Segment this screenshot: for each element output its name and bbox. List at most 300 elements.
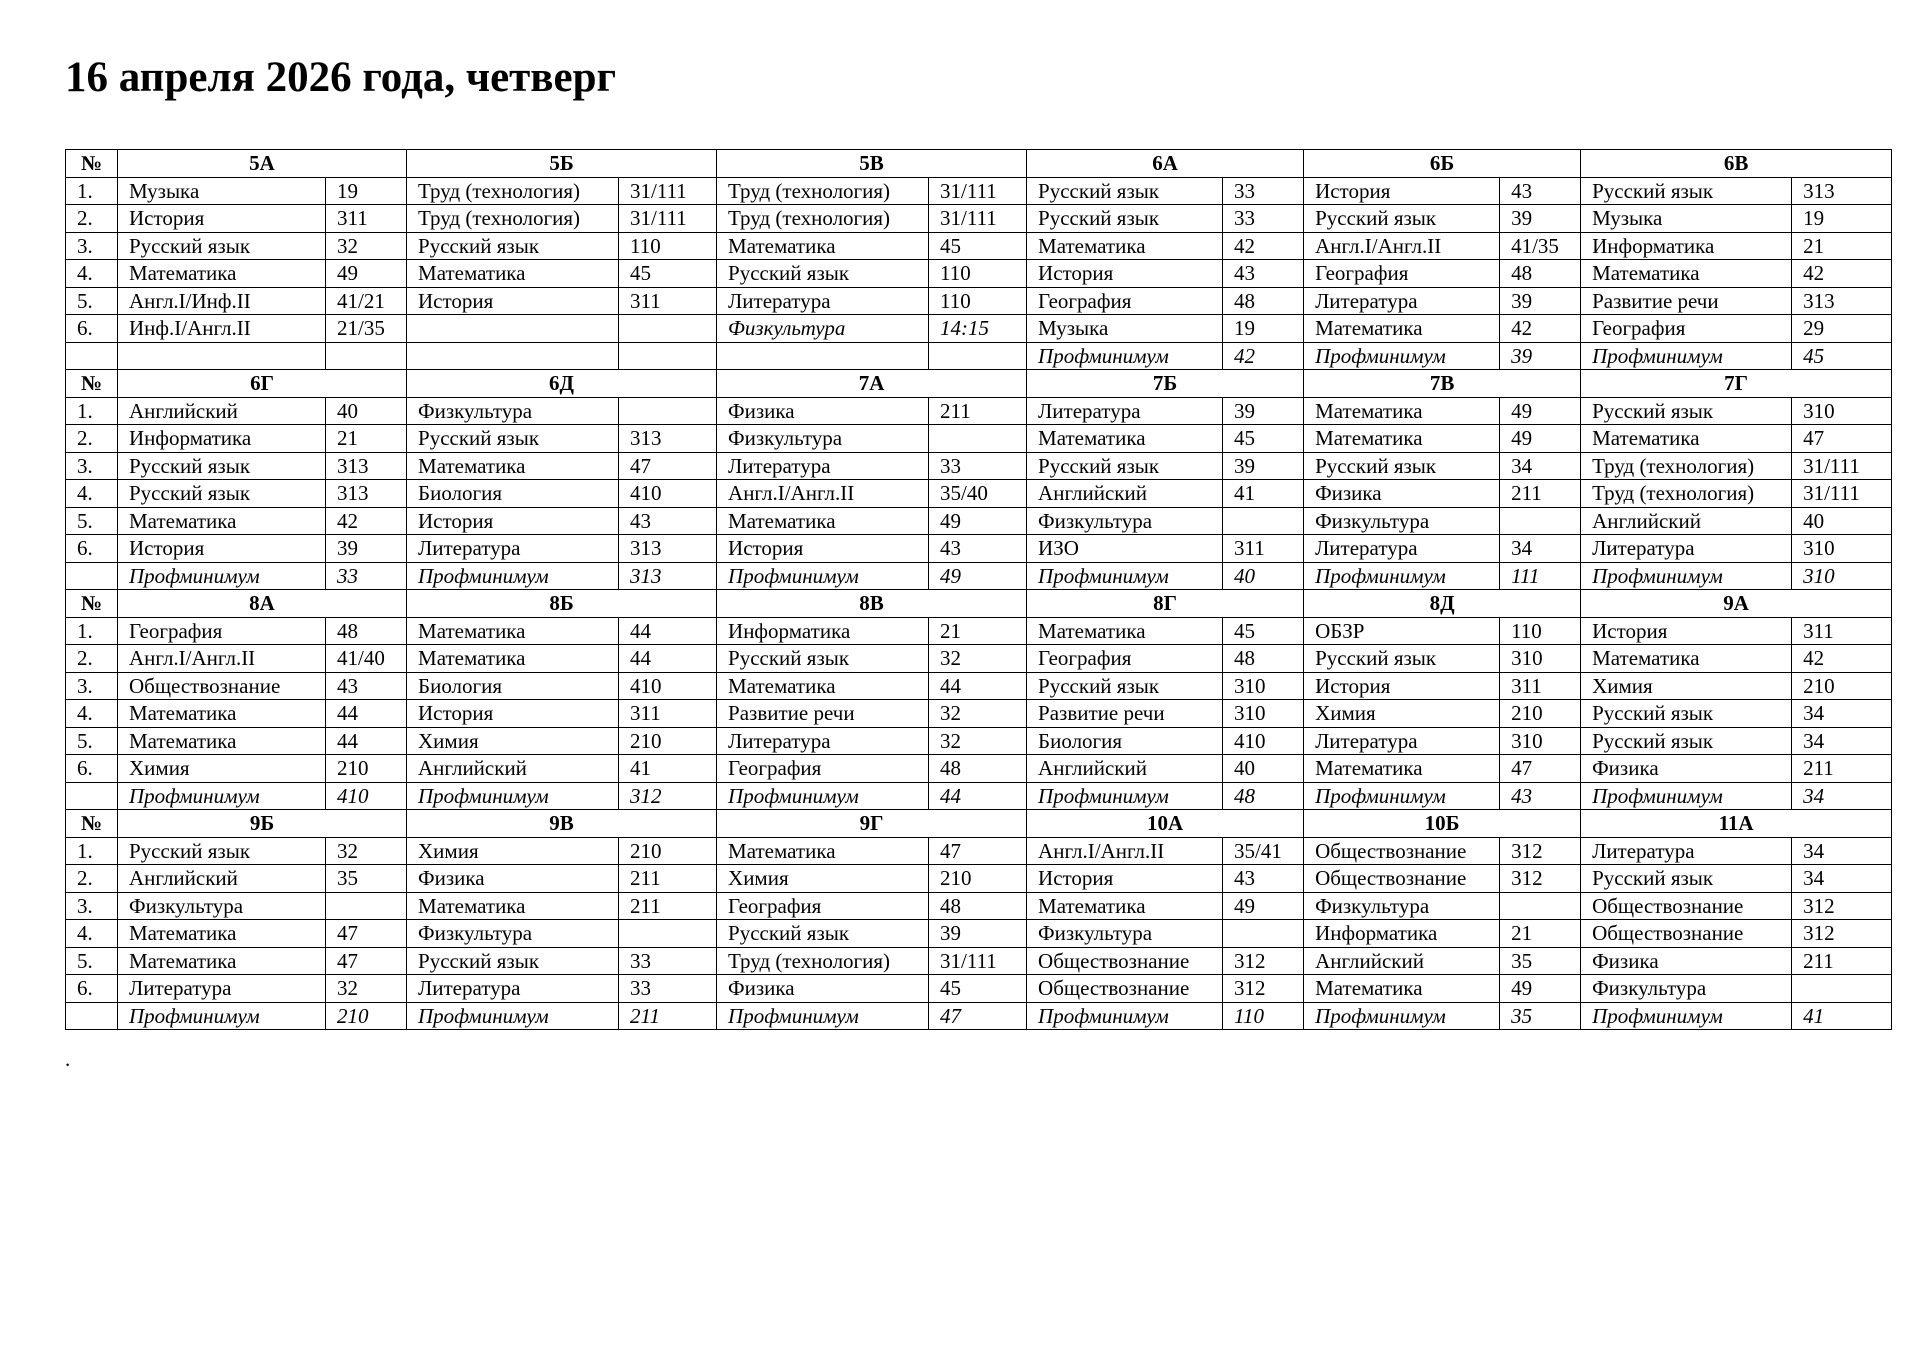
room-cell: 211 [619,892,717,920]
room-cell: 311 [1500,672,1581,700]
lesson-row [66,975,1892,1003]
room-cell: 43 [1223,260,1304,288]
room-cell: 41 [1223,480,1304,508]
room-cell: 47 [929,837,1027,865]
room-cell: 48 [326,617,407,645]
room-cell [619,397,717,425]
subject-cell: Химия [407,837,619,865]
subject-cell: Музыка [118,177,326,205]
room-cell: 49 [1500,975,1581,1003]
room-cell: 49 [326,260,407,288]
subject-cell: Обществознание [118,672,326,700]
subject-cell: Русский язык [118,837,326,865]
subject-cell: Профминимум [407,782,619,810]
subject-cell: Обществознание [1027,947,1223,975]
class-name-header: 6Б [1304,150,1581,178]
subject-cell: Труд (технология) [717,205,929,233]
room-cell: 40 [1223,562,1304,590]
subject-cell: Профминимум [1027,1002,1223,1030]
room-cell: 311 [619,287,717,315]
room-cell: 313 [1792,177,1892,205]
subject-cell: Русский язык [1581,177,1792,205]
subject-cell: Физика [1581,755,1792,783]
lesson-number-header: № [66,150,118,178]
room-cell: 41 [1792,1002,1892,1030]
lesson-row [66,205,1892,233]
subject-cell: Математика [118,920,326,948]
room-cell: 313 [619,535,717,563]
subject-cell: География [717,755,929,783]
subject-cell: Русский язык [118,480,326,508]
subject-cell: Литература [717,287,929,315]
lesson-number: 5. [66,507,118,535]
subject-cell: Математика [407,617,619,645]
subject-cell: Биология [407,480,619,508]
lesson-row [66,287,1892,315]
lesson-number: 3. [66,672,118,700]
lesson-number: 6. [66,535,118,563]
subject-cell: Математика [1581,425,1792,453]
subject-cell: Литература [717,727,929,755]
class-name-header: 5В [717,150,1027,178]
subject-cell: Русский язык [1027,452,1223,480]
subject-cell: Биология [1027,727,1223,755]
subject-cell: ОБЗР [1304,617,1500,645]
room-cell: 43 [619,507,717,535]
subject-cell: Профминимум [118,782,326,810]
room-cell: 21 [929,617,1027,645]
class-name-header: 8А [118,590,407,618]
lesson-number [66,342,118,370]
subject-cell: Английский [118,865,326,893]
class-name-header: 9А [1581,590,1892,618]
room-cell: 35/40 [929,480,1027,508]
subject-cell: Профминимум [1027,342,1223,370]
room-cell: 42 [1792,645,1892,673]
room-cell: 210 [619,837,717,865]
room-cell: 31/111 [1792,480,1892,508]
room-cell: 44 [929,782,1027,810]
subject-cell: Обществознание [1304,865,1500,893]
subject-cell: Обществознание [1581,920,1792,948]
room-cell: 44 [619,617,717,645]
subject-cell: Литература [717,452,929,480]
room-cell [1792,975,1892,1003]
room-cell: 312 [1792,920,1892,948]
subject-cell: Труд (технология) [1581,452,1792,480]
subject-cell: Англ.I/Англ.II [717,480,929,508]
lesson-row [66,342,1892,370]
room-cell [326,342,407,370]
room-cell [929,425,1027,453]
room-cell: 313 [326,452,407,480]
lesson-number: 3. [66,452,118,480]
subject-cell: Русский язык [1581,700,1792,728]
room-cell: 410 [619,672,717,700]
lesson-number: 2. [66,205,118,233]
subject-cell: Русский язык [1304,205,1500,233]
class-name-header: 8В [717,590,1027,618]
lesson-number: 5. [66,947,118,975]
lesson-number: 4. [66,260,118,288]
room-cell [619,315,717,343]
subject-cell: Физика [717,975,929,1003]
room-cell: 310 [1792,562,1892,590]
subject-cell: Русский язык [717,645,929,673]
subject-cell: География [118,617,326,645]
room-cell: 33 [1223,177,1304,205]
room-cell: 110 [1223,1002,1304,1030]
room-cell: 32 [929,645,1027,673]
room-cell: 21/35 [326,315,407,343]
subject-cell: Профминимум [1027,782,1223,810]
class-name-header: 11А [1581,810,1892,838]
subject-cell: Англ.I/Инф.II [118,287,326,315]
room-cell: 32 [326,232,407,260]
subject-cell: Информатика [118,425,326,453]
subject-cell: Труд (технология) [407,205,619,233]
subject-cell: Литература [407,535,619,563]
room-cell: 34 [1792,700,1892,728]
subject-cell: Математика [118,727,326,755]
subject-cell: Английский [1304,947,1500,975]
room-cell [619,342,717,370]
room-cell: 211 [619,1002,717,1030]
lesson-row [66,480,1892,508]
class-name-header: 7А [717,370,1027,398]
lesson-row [66,452,1892,480]
room-cell: 43 [326,672,407,700]
room-cell: 31/111 [929,205,1027,233]
class-name-header: 8Г [1027,590,1304,618]
room-cell: 35 [326,865,407,893]
lesson-number: 1. [66,177,118,205]
room-cell: 310 [1792,535,1892,563]
room-cell: 43 [1223,865,1304,893]
subject-cell: Информатика [1581,232,1792,260]
room-cell: 42 [1223,342,1304,370]
subject-cell: Профминимум [118,562,326,590]
subject-cell: География [1581,315,1792,343]
room-cell: 48 [1223,645,1304,673]
subject-cell: Музыка [1581,205,1792,233]
subject-cell: Математика [717,672,929,700]
room-cell: 47 [619,452,717,480]
subject-cell: Информатика [717,617,929,645]
lesson-number: 1. [66,397,118,425]
room-cell: 34 [1792,782,1892,810]
room-cell: 313 [619,425,717,453]
subject-cell: Обществознание [1581,892,1792,920]
subject-cell: Литература [1304,535,1500,563]
lesson-row [66,947,1892,975]
class-header-row [66,370,1892,398]
room-cell: 47 [1500,755,1581,783]
subject-cell: Развитие речи [1027,700,1223,728]
room-cell: 34 [1792,727,1892,755]
subject-cell: Профминимум [407,562,619,590]
room-cell: 45 [1792,342,1892,370]
subject-cell: География [1027,645,1223,673]
subject-cell: Физкультура [1304,507,1500,535]
subject-cell: Химия [717,865,929,893]
subject-cell: История [1304,672,1500,700]
room-cell: 19 [1792,205,1892,233]
subject-cell: Русский язык [1304,452,1500,480]
lesson-number-header: № [66,810,118,838]
room-cell: 48 [1223,287,1304,315]
subject-cell: Профминимум [1027,562,1223,590]
room-cell: 313 [326,480,407,508]
subject-cell: Русский язык [118,452,326,480]
lesson-row [66,397,1892,425]
subject-cell: История [717,535,929,563]
lesson-number: 6. [66,755,118,783]
lesson-row [66,782,1892,810]
room-cell: 21 [1500,920,1581,948]
room-cell: 311 [619,700,717,728]
class-name-header: 10А [1027,810,1304,838]
lesson-number: 4. [66,480,118,508]
subject-cell: Химия [118,755,326,783]
room-cell: 35/41 [1223,837,1304,865]
lesson-row [66,700,1892,728]
room-cell: 47 [929,1002,1027,1030]
lesson-row [66,920,1892,948]
room-cell [1500,892,1581,920]
room-cell: 39 [1223,452,1304,480]
room-cell: 40 [1223,755,1304,783]
lesson-number [66,562,118,590]
subject-cell: Русский язык [407,232,619,260]
room-cell: 34 [1792,865,1892,893]
room-cell: 211 [1792,755,1892,783]
class-name-header: 6В [1581,150,1892,178]
room-cell: 39 [1500,342,1581,370]
room-cell: 210 [1500,700,1581,728]
subject-cell [717,342,929,370]
subject-cell: Русский язык [717,260,929,288]
class-name-header: 9Б [118,810,407,838]
room-cell: 211 [1500,480,1581,508]
room-cell: 312 [1500,865,1581,893]
room-cell: 312 [1223,975,1304,1003]
subject-cell: Профминимум [1581,1002,1792,1030]
class-name-header: 7Г [1581,370,1892,398]
subject-cell: Физкультура [717,315,929,343]
lesson-number: 3. [66,232,118,260]
subject-cell: Литература [1581,837,1792,865]
lesson-number: 6. [66,315,118,343]
room-cell: 47 [326,920,407,948]
subject-cell: Математика [717,232,929,260]
subject-cell: Математика [1304,755,1500,783]
subject-cell: Музыка [1027,315,1223,343]
subject-cell: Русский язык [118,232,326,260]
subject-cell [407,315,619,343]
subject-cell: Труд (технология) [717,947,929,975]
subject-cell: Профминимум [118,1002,326,1030]
lesson-number: 2. [66,645,118,673]
subject-cell: Математика [1027,425,1223,453]
room-cell: 44 [326,727,407,755]
room-cell: 47 [326,947,407,975]
class-name-header: 9В [407,810,717,838]
subject-cell: Химия [1581,672,1792,700]
subject-cell: Профминимум [1304,562,1500,590]
subject-cell: География [1304,260,1500,288]
subject-cell: Труд (технология) [1581,480,1792,508]
room-cell: 34 [1500,452,1581,480]
room-cell: 313 [619,562,717,590]
room-cell: 41/21 [326,287,407,315]
subject-cell: Профминимум [1581,782,1792,810]
class-name-header: 5Б [407,150,717,178]
room-cell: 33 [929,452,1027,480]
subject-cell: Математика [1027,892,1223,920]
lesson-number [66,1002,118,1030]
lesson-row [66,425,1892,453]
lesson-row [66,562,1892,590]
room-cell: 310 [1223,672,1304,700]
subject-cell: Русский язык [407,947,619,975]
subject-cell: История [118,535,326,563]
room-cell [929,342,1027,370]
class-name-header: 8Д [1304,590,1581,618]
room-cell: 44 [326,700,407,728]
subject-cell: Английский [1027,755,1223,783]
subject-cell: Математика [407,260,619,288]
room-cell: 39 [1223,397,1304,425]
subject-cell: Русский язык [1027,672,1223,700]
subject-cell: Развитие речи [1581,287,1792,315]
room-cell: 43 [1500,782,1581,810]
lesson-row [66,645,1892,673]
room-cell: 19 [326,177,407,205]
room-cell: 311 [1792,617,1892,645]
subject-cell: История [407,507,619,535]
room-cell: 43 [929,535,1027,563]
lesson-row [66,1002,1892,1030]
lesson-number: 1. [66,617,118,645]
subject-cell: История [1304,177,1500,205]
room-cell: 39 [1500,205,1581,233]
room-cell: 210 [619,727,717,755]
subject-cell: Русский язык [1027,205,1223,233]
lesson-row [66,232,1892,260]
schedule-table [65,149,1892,1030]
lesson-row [66,535,1892,563]
room-cell: 33 [619,947,717,975]
class-name-header: 6Д [407,370,717,398]
subject-cell: Профминимум [1304,342,1500,370]
room-cell: 410 [1223,727,1304,755]
room-cell: 33 [619,975,717,1003]
subject-cell: Физкультура [717,425,929,453]
room-cell: 39 [929,920,1027,948]
room-cell: 110 [1500,617,1581,645]
room-cell: 210 [326,1002,407,1030]
subject-cell: Инф.I/Англ.II [118,315,326,343]
class-name-header: 5А [118,150,407,178]
room-cell: 42 [1792,260,1892,288]
room-cell: 41 [619,755,717,783]
room-cell: 45 [929,975,1027,1003]
room-cell: 47 [1792,425,1892,453]
subject-cell: Русский язык [407,425,619,453]
subject-cell: Математика [118,947,326,975]
subject-cell: История [1027,260,1223,288]
subject-cell: Англ.I/Англ.II [1304,232,1500,260]
room-cell: 312 [1792,892,1892,920]
subject-cell: Математика [1304,975,1500,1003]
room-cell: 34 [1792,837,1892,865]
subject-cell: Профминимум [407,1002,619,1030]
lesson-row [66,865,1892,893]
room-cell: 211 [619,865,717,893]
subject-cell: История [118,205,326,233]
subject-cell: География [717,892,929,920]
subject-cell: Русский язык [1581,727,1792,755]
subject-cell: Литература [1027,397,1223,425]
class-name-header: 7В [1304,370,1581,398]
subject-cell: Русский язык [717,920,929,948]
subject-cell: Физика [1581,947,1792,975]
room-cell [326,892,407,920]
subject-cell: Математика [118,260,326,288]
subject-cell: Профминимум [717,1002,929,1030]
room-cell: 39 [326,535,407,563]
room-cell: 110 [929,260,1027,288]
class-name-header: 10Б [1304,810,1581,838]
room-cell: 45 [1223,425,1304,453]
room-cell: 45 [1223,617,1304,645]
lesson-number: 5. [66,287,118,315]
subject-cell [118,342,326,370]
subject-cell: Математика [407,452,619,480]
room-cell: 31/111 [1792,452,1892,480]
class-name-header: 6А [1027,150,1304,178]
room-cell: 34 [1500,535,1581,563]
subject-cell: Русский язык [1304,645,1500,673]
subject-cell: Литература [1304,287,1500,315]
room-cell: 211 [929,397,1027,425]
subject-cell: Математика [1581,260,1792,288]
subject-cell: Биология [407,672,619,700]
subject-cell: История [1027,865,1223,893]
subject-cell: Математика [1581,645,1792,673]
subject-cell [407,342,619,370]
room-cell: 35 [1500,1002,1581,1030]
room-cell: 14:15 [929,315,1027,343]
class-name-header: 6Г [118,370,407,398]
subject-cell: Английский [118,397,326,425]
subject-cell: Математика [1027,617,1223,645]
room-cell: 312 [1500,837,1581,865]
room-cell: 210 [1792,672,1892,700]
lesson-row [66,315,1892,343]
room-cell: 31/111 [929,177,1027,205]
room-cell: 42 [1500,315,1581,343]
subject-cell: Физкультура [407,397,619,425]
room-cell: 48 [929,755,1027,783]
room-cell: 410 [326,782,407,810]
room-cell: 33 [326,562,407,590]
room-cell: 49 [929,507,1027,535]
room-cell: 39 [1500,287,1581,315]
class-header-row [66,810,1892,838]
lesson-number: 2. [66,425,118,453]
